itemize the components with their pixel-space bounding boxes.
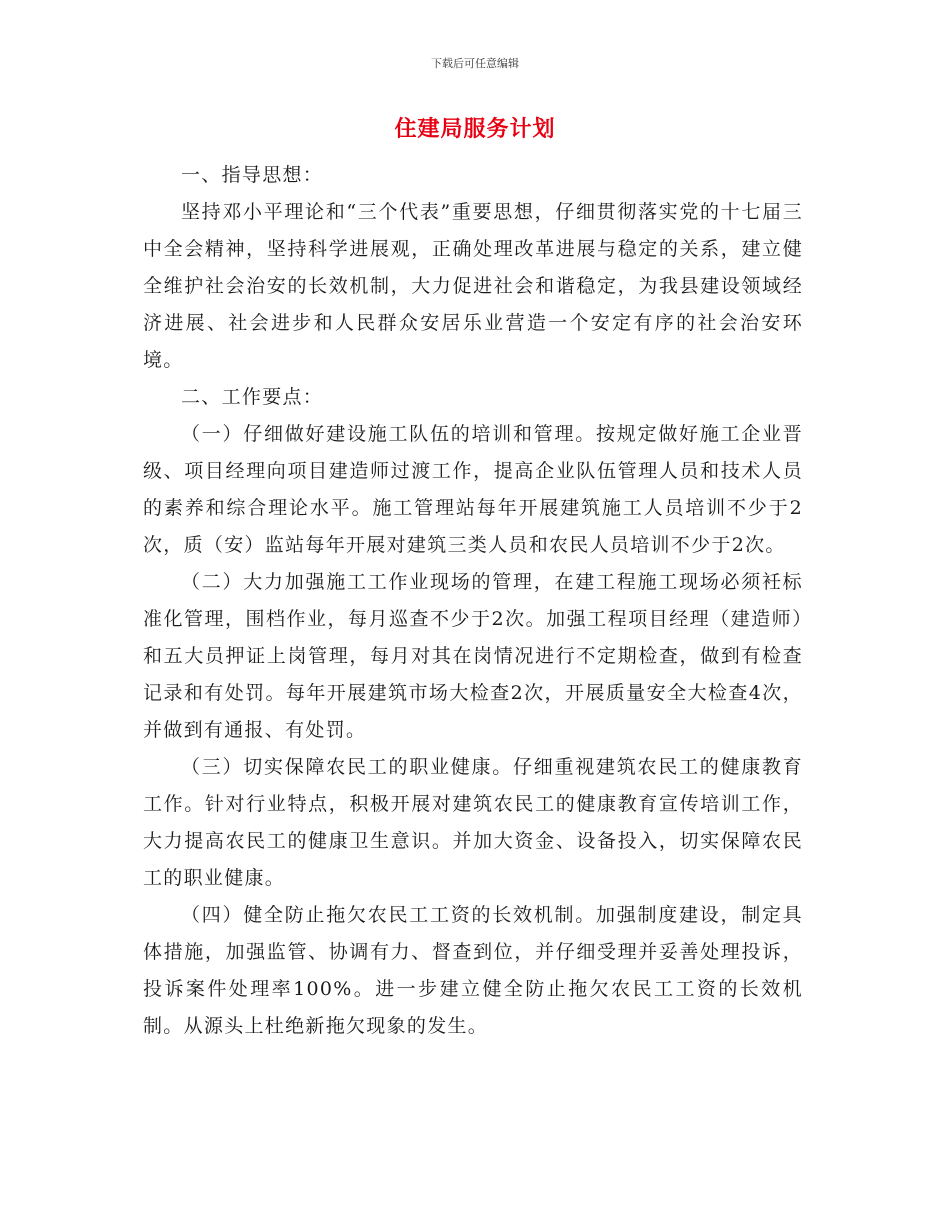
- document-title: 住建局服务计划: [394, 117, 556, 142]
- work-point-1: （一）仔细做好建设施工队伍的培训和管理。按规定做好施工企业晋级、项目经理向项目建造师过渡工作，提高企业队伍管理人员和技术人员的素养和综合理论水平。施工管理站每年开展建筑施工人员培训不少于2次，质（安）监站每年开展对建筑三类人员和农民人员培训不少于2次。: [143, 423, 803, 556]
- work-point-4: （四）健全防止拖欠农民工工资的长效机制。加强制度建设，制定具体措施，加强监管、协调有力、督查到位，并仔细受理并妥善处理投诉，投诉案件处理率100%。进一步建立健全防止拖欠农民工工资的长效机制。从源头上杜绝新拖欠现象的发生。: [143, 904, 803, 1037]
- work-point-3: （三）切实保障农民工的职业健康。仔细重视建筑农民工的健康教育工作。针对行业特点，积极开展对建筑农民工的健康教育宣传培训工作，大力提高农民工的健康卫生意识。并加大资金、设备投入，切实保障农民工的职业健康。: [143, 756, 803, 889]
- section-heading-guiding-ideology: 一、指导思想：: [181, 164, 324, 186]
- work-point-2: （二）大力加强施工工作业现场的管理，在建工程施工现场必须衽标准化管理，围档作业，每月巡查不少于2次。加强工程项目经理（建造师）和五大员押证上岗管理，每月对其在岗情况进行不定期检查，做到有检查记录和有处罚。每年开展建筑市场大检查2次，开展质量安全大检查4次，并做到有通报、有处罚。: [143, 571, 803, 741]
- paragraph-guiding-ideology: 坚持邓小平理论和“三个代表”重要思想，仔细贯彻落实党的十七届三中全会精神，坚持科学进展观，正确处理改革进展与稳定的关系，建立健全维护社会治安的长效机制，大力促进社会和谐稳定，为我县建设领域经济进展、社会进步和人民群众安居乐业营造一个安定有序的社会治安环境。: [143, 201, 803, 371]
- document-body: [143, 157, 803, 1045]
- header-note: 下载后可任意编辑: [431, 57, 519, 70]
- section-heading-work-points: 二、工作要点：: [181, 386, 324, 408]
